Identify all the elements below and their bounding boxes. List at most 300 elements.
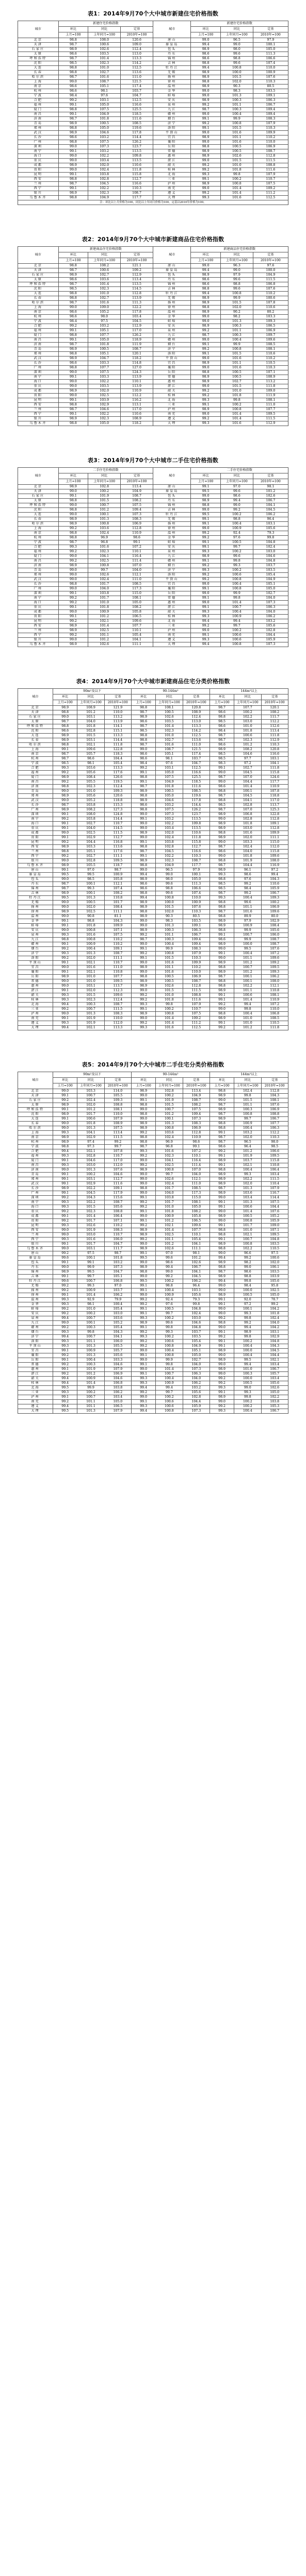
index-value-cell: 99.3 (53, 1021, 77, 1026)
index-value-cell: 98.7 (58, 57, 88, 61)
index-value-cell: 98.8 (210, 831, 234, 836)
index-value-cell: 100.2 (88, 489, 121, 494)
table-row (18, 642, 288, 647)
index-value-cell: 99.2 (132, 1224, 156, 1228)
index-value-cell: 99.1 (53, 836, 77, 840)
table-row (18, 177, 288, 182)
index-value-cell: 109.5 (261, 965, 288, 970)
index-value-cell: 101.0 (77, 975, 104, 979)
index-value-cell: 98.7 (210, 863, 234, 868)
index-value-cell: 100.4 (234, 1126, 261, 1131)
index-value-cell: 99.1 (210, 1163, 234, 1168)
city-name-cell: 长沙 (18, 135, 59, 140)
city-name-cell: 金华 (18, 919, 53, 924)
city-name-cell: 温州 (153, 310, 190, 315)
index-value-cell: 98.7 (58, 268, 88, 273)
city-name-cell: 泸州 (18, 1012, 53, 1016)
table-row (18, 591, 288, 596)
index-value-cell: 107.3 (253, 642, 288, 647)
index-value-cell: 98.4 (58, 319, 88, 324)
index-value-cell: 104.5 (77, 1191, 104, 1196)
city-name-cell: 大连 (18, 513, 59, 517)
index-value-cell: 125.5 (183, 775, 210, 780)
index-value-cell: 98.9 (210, 1159, 234, 1163)
index-value-cell: 98.8 (132, 808, 156, 812)
index-value-cell: 99.7 (156, 1312, 183, 1316)
index-value-cell: 117.3 (121, 587, 153, 591)
index-value-cell: 107.9 (104, 1409, 131, 1414)
index-value-cell: 99.1 (58, 375, 88, 380)
index-value-cell: 120.6 (104, 794, 131, 799)
index-value-cell: 118.8 (104, 799, 131, 803)
index-value-cell: 99.0 (58, 489, 88, 494)
table-row (18, 993, 288, 998)
col-subheader-mom: 上月=100 (53, 700, 77, 706)
city-name-cell: 扬州 (153, 301, 190, 306)
index-value-cell: 110.0 (104, 1016, 131, 1021)
index-value-cell: 111.1 (104, 910, 131, 914)
index-value-cell: 99.8 (156, 1003, 183, 1007)
city-name-cell: 遵义 (153, 638, 190, 642)
index-value-cell: 100.3 (220, 324, 253, 329)
index-value-cell: 99.0 (58, 503, 88, 508)
index-value-cell: 101.2 (183, 1256, 210, 1261)
city-name-cell: 长春 (18, 296, 59, 301)
table-row (18, 601, 288, 605)
index-value-cell: 98.9 (132, 1233, 156, 1238)
city-name-cell: 烟台 (18, 1330, 53, 1335)
index-value-cell: 100.8 (156, 896, 183, 901)
index-value-cell: 101.0 (234, 1021, 261, 1026)
index-value-cell: 99.2 (132, 998, 156, 1003)
index-value-cell: 97.5 (77, 1251, 104, 1256)
index-value-cell: 98.8 (58, 108, 88, 112)
table-row (18, 329, 288, 333)
city-name-cell: 赣州 (153, 112, 190, 117)
city-name-cell: 三亚 (18, 1391, 53, 1395)
index-value-cell: 101.5 (220, 75, 253, 80)
index-value-cell: 97.6 (253, 264, 288, 268)
index-value-cell: 104.0 (77, 826, 104, 831)
col-subheader-fixed: 2010年=100 (121, 479, 153, 485)
index-value-cell: 103.1 (253, 522, 288, 527)
city-name-cell: 三亚 (153, 624, 190, 629)
index-value-cell: 98.8 (210, 1168, 234, 1173)
index-value-cell: 100.7 (77, 1094, 104, 1098)
index-value-cell: 101.8 (77, 724, 104, 729)
city-name-cell: 济宁 (153, 568, 190, 573)
index-value-cell: 113.9 (121, 384, 153, 389)
index-value-cell: 101.2 (77, 1372, 104, 1377)
index-value-cell: 103.5 (253, 568, 288, 573)
index-value-cell: 113.4 (104, 1131, 131, 1136)
index-value-cell: 99.1 (210, 1200, 234, 1205)
city-name-cell: 包头 (153, 47, 190, 52)
index-value-cell: 106.9 (253, 145, 288, 149)
table-row (18, 1187, 288, 1191)
table-row (18, 817, 288, 822)
index-value-cell: 102.7 (77, 822, 104, 826)
index-value-cell: 104.5 (183, 1275, 210, 1279)
index-value-cell: 99.1 (132, 1363, 156, 1367)
table-3-title: 表3：2014年9月70个大中城市二手住宅价格指数 (87, 457, 219, 464)
index-value-cell: 101.4 (77, 1381, 104, 1386)
index-value-cell: 99.0 (191, 357, 221, 361)
index-value-cell: 99.4 (191, 66, 221, 71)
index-value-cell: 99.1 (191, 177, 221, 182)
table-4-title: 表4：2014年9月70个大中城市新建商品住宅分类价格指数 (76, 678, 230, 685)
city-name-cell: 南充 (18, 1400, 53, 1404)
city-name-cell: 吉林 (153, 61, 190, 66)
table-row (18, 803, 288, 808)
table-3-section (0, 456, 306, 647)
index-value-cell: 101.3 (77, 1168, 104, 1173)
index-value-cell: 98.8 (132, 1187, 156, 1191)
index-value-cell: 99.0 (191, 315, 221, 319)
index-value-cell: 99.1 (53, 1177, 77, 1182)
index-value-cell: 99.0 (191, 264, 221, 268)
index-value-cell: 102.8 (77, 859, 104, 863)
index-value-cell: 102.3 (234, 738, 261, 743)
city-name-cell: 三亚 (18, 1007, 53, 1012)
index-value-cell: 97.0 (77, 868, 104, 873)
col-header-yoy: 同比 (156, 694, 183, 700)
index-value-cell: 98.8 (210, 984, 234, 989)
index-value-cell: 99.0 (132, 1395, 156, 1400)
index-value-cell: 99.4 (53, 1026, 77, 1030)
index-value-cell: 102.2 (77, 1187, 104, 1191)
index-value-cell: 99.0 (132, 1358, 156, 1363)
city-name-cell: 九江 (18, 1321, 53, 1326)
index-value-cell: 98.9 (132, 984, 156, 989)
table-row (18, 1145, 288, 1149)
index-value-cell: 99.2 (58, 98, 88, 103)
index-value-cell: 99.1 (53, 812, 77, 817)
city-name-cell: 遵义 (18, 1404, 53, 1409)
index-value-cell: 101.5 (220, 352, 253, 357)
index-value-cell: 105.0 (88, 338, 121, 343)
index-value-cell: 101.1 (234, 1103, 261, 1108)
index-value-cell: 104.6 (156, 799, 183, 803)
index-value-cell: 106.7 (261, 891, 288, 896)
index-value-cell: 104.5 (156, 850, 183, 854)
index-value-cell: 99.4 (53, 1003, 77, 1007)
index-value-cell: 101.7 (156, 1187, 183, 1191)
table-row (18, 1275, 288, 1279)
index-value-cell: 102.8 (88, 485, 121, 489)
index-value-cell: 99.0 (191, 366, 221, 370)
index-value-cell: 112.9 (121, 273, 153, 278)
col-subheader-mom: 上月=100 (191, 479, 221, 485)
index-value-cell: 101.0 (234, 1016, 261, 1021)
table-row (18, 191, 288, 196)
index-value-cell: 99.2 (132, 1330, 156, 1335)
index-value-cell: 99.1 (58, 173, 88, 177)
index-value-cell: 102.5 (156, 1233, 183, 1238)
index-value-cell: 102.2 (234, 984, 261, 989)
index-value-cell: 100.7 (77, 1335, 104, 1340)
table-row (18, 605, 288, 610)
index-value-cell: 96.8 (156, 1145, 183, 1149)
city-name-cell: 牡丹江 (153, 292, 190, 296)
index-value-cell: 99.2 (53, 1326, 77, 1330)
index-value-cell: 99.2 (191, 122, 221, 126)
index-value-cell: 98.9 (210, 748, 234, 752)
index-value-cell: 111.2 (253, 191, 288, 196)
index-value-cell: 106.7 (261, 1117, 288, 1122)
index-value-cell: 108.3 (183, 947, 210, 952)
city-name-cell: 上海 (18, 80, 59, 84)
city-name-cell: 湛江 (153, 605, 190, 610)
table-row (18, 38, 288, 43)
city-name-cell: 北海 (18, 1386, 53, 1391)
index-value-cell: 100.6 (234, 1205, 261, 1210)
city-name-cell: 大连 (18, 1117, 53, 1122)
index-value-cell: 99.1 (53, 1094, 77, 1098)
index-value-cell: 98.7 (210, 706, 234, 710)
city-name-cell: 惠州 (18, 984, 53, 989)
index-value-cell: 104.8 (253, 540, 288, 545)
index-value-cell: 99.0 (210, 1210, 234, 1214)
table-row (18, 366, 288, 370)
index-value-cell: 110.2 (183, 965, 210, 970)
index-value-cell: 112.0 (104, 1021, 131, 1026)
index-value-cell: 99.0 (53, 789, 77, 794)
index-value-cell: 107.5 (183, 1108, 210, 1112)
index-value-cell: 102.6 (183, 1261, 210, 1265)
index-value-cell: 108.8 (253, 163, 288, 168)
index-value-cell: 107.2 (261, 952, 288, 956)
index-value-cell: 103.0 (234, 720, 261, 724)
index-value-cell: 110.2 (253, 357, 288, 361)
index-value-cell: 98.9 (58, 485, 88, 489)
index-value-cell: 105.0 (183, 1353, 210, 1358)
index-value-cell: 98.7 (104, 868, 131, 873)
index-value-cell: 99.9 (234, 928, 261, 933)
index-value-cell: 98.9 (210, 1242, 234, 1247)
index-value-cell: 97.6 (156, 761, 183, 766)
index-value-cell: 98.7 (132, 1145, 156, 1149)
index-value-cell: 102.4 (88, 168, 121, 173)
index-value-cell: 101.0 (88, 601, 121, 605)
city-name-cell: 南京 (18, 752, 53, 757)
index-value-cell: 99.3 (53, 1131, 77, 1136)
index-value-cell: 100.7 (77, 1395, 104, 1400)
table-row (18, 333, 288, 338)
index-value-cell: 98.9 (132, 1168, 156, 1173)
index-value-cell: 90.3 (156, 914, 183, 919)
index-value-cell: 98.7 (58, 301, 88, 306)
table-row (18, 1321, 288, 1326)
table-row (18, 273, 288, 278)
index-value-cell: 107.7 (261, 1122, 288, 1126)
index-value-cell: 99.1 (132, 956, 156, 961)
index-value-cell: 109.3 (253, 319, 288, 324)
table-row (18, 517, 288, 522)
city-name-cell: 兰州 (18, 629, 59, 633)
index-value-cell: 101.2 (156, 1112, 183, 1117)
index-value-cell: 114.4 (121, 135, 153, 140)
table-row (18, 278, 288, 282)
index-value-cell: 99.0 (58, 80, 88, 84)
index-value-cell: 102.4 (234, 1089, 261, 1094)
city-name-cell: 徐州 (153, 80, 190, 84)
table-row (18, 117, 288, 122)
index-value-cell: 102.0 (77, 956, 104, 961)
index-value-cell: 123.7 (121, 145, 153, 149)
index-value-cell: 102.8 (77, 1154, 104, 1159)
index-value-cell: 102.4 (261, 1316, 288, 1321)
index-value-cell: 112.5 (253, 196, 288, 200)
index-value-cell: 101.8 (77, 1122, 104, 1126)
index-value-cell: 103.4 (261, 1363, 288, 1367)
index-value-cell: 106.9 (261, 905, 288, 910)
city-name-cell: 金华 (153, 89, 190, 94)
city-name-cell: 丹东 (18, 1265, 53, 1270)
index-value-cell: 100.4 (104, 1302, 131, 1307)
index-value-cell: 100.1 (234, 979, 261, 984)
city-name-cell: 武汉 (18, 1182, 53, 1187)
index-value-cell: 98.7 (53, 882, 77, 887)
index-value-cell: 98.9 (132, 914, 156, 919)
city-name-cell: 唐山 (153, 264, 190, 268)
table-row (18, 1312, 288, 1316)
index-value-cell: 103.6 (156, 1131, 183, 1136)
index-value-cell: 109.9 (183, 961, 210, 965)
index-value-cell: 99.0 (191, 591, 221, 596)
index-value-cell: 96.8 (88, 540, 121, 545)
col-header-mom: 环比 (191, 473, 221, 479)
index-value-cell: 99.4 (132, 896, 156, 901)
table-row (18, 173, 288, 177)
city-name-cell: 无锡 (153, 296, 190, 301)
index-value-cell: 126.6 (104, 775, 131, 780)
index-value-cell: 98.6 (58, 84, 88, 89)
index-value-cell: 121.5 (121, 80, 153, 84)
city-name-cell: 石家庄 (18, 273, 59, 278)
index-value-cell: 108.2 (121, 499, 153, 503)
index-value-cell: 112.1 (104, 882, 131, 887)
city-name-cell: 徐州 (18, 910, 53, 914)
index-value-cell: 100.8 (156, 1126, 183, 1131)
index-value-cell: 100.8 (156, 1353, 183, 1358)
index-value-cell: 101.1 (156, 1238, 183, 1242)
index-value-cell: 101.5 (77, 993, 104, 998)
index-value-cell: 99.3 (191, 421, 221, 426)
index-value-cell: 112.7 (183, 845, 210, 850)
index-value-cell: 98.8 (132, 975, 156, 979)
city-name-cell: 湛江 (153, 159, 190, 163)
index-value-cell: 98.8 (132, 1270, 156, 1275)
index-value-cell: 98.8 (191, 503, 221, 508)
table-header-row (18, 1078, 288, 1083)
index-value-cell: 110.0 (253, 66, 288, 71)
index-value-cell: 99.0 (210, 947, 234, 952)
col-header-mom: 环比 (53, 694, 77, 700)
index-value-cell: 109.6 (261, 956, 288, 961)
index-value-cell: 98.8 (210, 965, 234, 970)
index-value-cell: 98.7 (132, 710, 156, 715)
index-value-cell: 99.0 (58, 380, 88, 384)
index-value-cell: 101.3 (77, 952, 104, 956)
city-name-cell: 上海 (18, 527, 59, 531)
table-row (18, 743, 288, 748)
city-name-cell: 南京 (18, 1136, 53, 1140)
index-value-cell: 98.4 (58, 94, 88, 98)
index-value-cell: 102.3 (88, 191, 121, 196)
table-row (18, 310, 288, 315)
col-subheader-fixed: 2010年=100 (121, 32, 153, 38)
index-value-cell: 99.4 (210, 1256, 234, 1261)
index-value-cell: 99.1 (191, 403, 221, 408)
index-value-cell: 118.2 (121, 421, 153, 426)
index-value-cell: 101.1 (234, 956, 261, 961)
index-value-cell: 99.2 (210, 1026, 234, 1030)
index-value-cell: 108.5 (121, 122, 153, 126)
index-value-cell: 99.0 (58, 568, 88, 573)
index-value-cell: 106.4 (104, 1214, 131, 1219)
table-row (18, 84, 288, 89)
index-value-cell: 100.2 (220, 629, 253, 633)
city-name-cell: 杭州 (18, 89, 59, 94)
index-value-cell: 102.5 (88, 629, 121, 633)
index-value-cell: 99.3 (53, 1154, 77, 1159)
index-value-cell: 99.2 (132, 1131, 156, 1136)
index-value-cell: 98.8 (58, 66, 88, 71)
city-name-cell: 沈阳 (18, 287, 59, 292)
index-value-cell: 98.8 (58, 177, 88, 182)
index-value-cell: 98.1 (156, 757, 183, 761)
index-value-cell: 99.3 (58, 545, 88, 550)
index-value-cell: 99.0 (234, 1386, 261, 1391)
table-row (18, 887, 288, 891)
index-value-cell: 106.2 (253, 615, 288, 619)
index-value-cell: 98.9 (53, 891, 77, 896)
city-name-cell: 哈尔滨 (18, 743, 53, 748)
index-value-cell: 98.9 (58, 131, 88, 135)
index-value-cell: 105.2 (104, 1321, 131, 1326)
index-value-cell: 100.1 (183, 873, 210, 877)
index-value-cell: 98.8 (210, 1265, 234, 1270)
city-name-cell: 太原 (18, 52, 59, 57)
index-value-cell: 99.3 (191, 173, 221, 177)
index-value-cell: 107.7 (183, 1228, 210, 1233)
city-name-cell: 遵义 (153, 417, 190, 421)
index-value-cell: 100.4 (156, 1377, 183, 1381)
index-value-cell: 92.9 (77, 1298, 104, 1302)
index-value-cell: 98.6 (58, 135, 88, 140)
index-value-cell: 99.0 (210, 1284, 234, 1289)
index-value-cell: 112.2 (261, 1131, 288, 1136)
city-name-cell: 韶关 (153, 163, 190, 168)
index-value-cell: 103.1 (183, 1289, 210, 1293)
index-value-cell: 100.6 (88, 43, 121, 47)
index-value-cell: 103.3 (104, 1358, 131, 1363)
index-value-cell: 100.4 (220, 338, 253, 343)
index-value-cell: 103.4 (261, 1377, 288, 1381)
index-value-cell: 108.4 (77, 775, 104, 780)
index-value-cell: 98.8 (53, 743, 77, 748)
index-value-cell: 122.8 (104, 748, 131, 752)
table-row (18, 924, 288, 928)
index-value-cell: 100.2 (220, 550, 253, 554)
table-row (18, 550, 288, 554)
index-value-cell: 111.5 (104, 831, 131, 836)
table-row (18, 845, 288, 850)
table-header-row (18, 694, 288, 700)
table-4 (18, 688, 288, 1030)
city-name-cell: 海口 (18, 601, 59, 605)
